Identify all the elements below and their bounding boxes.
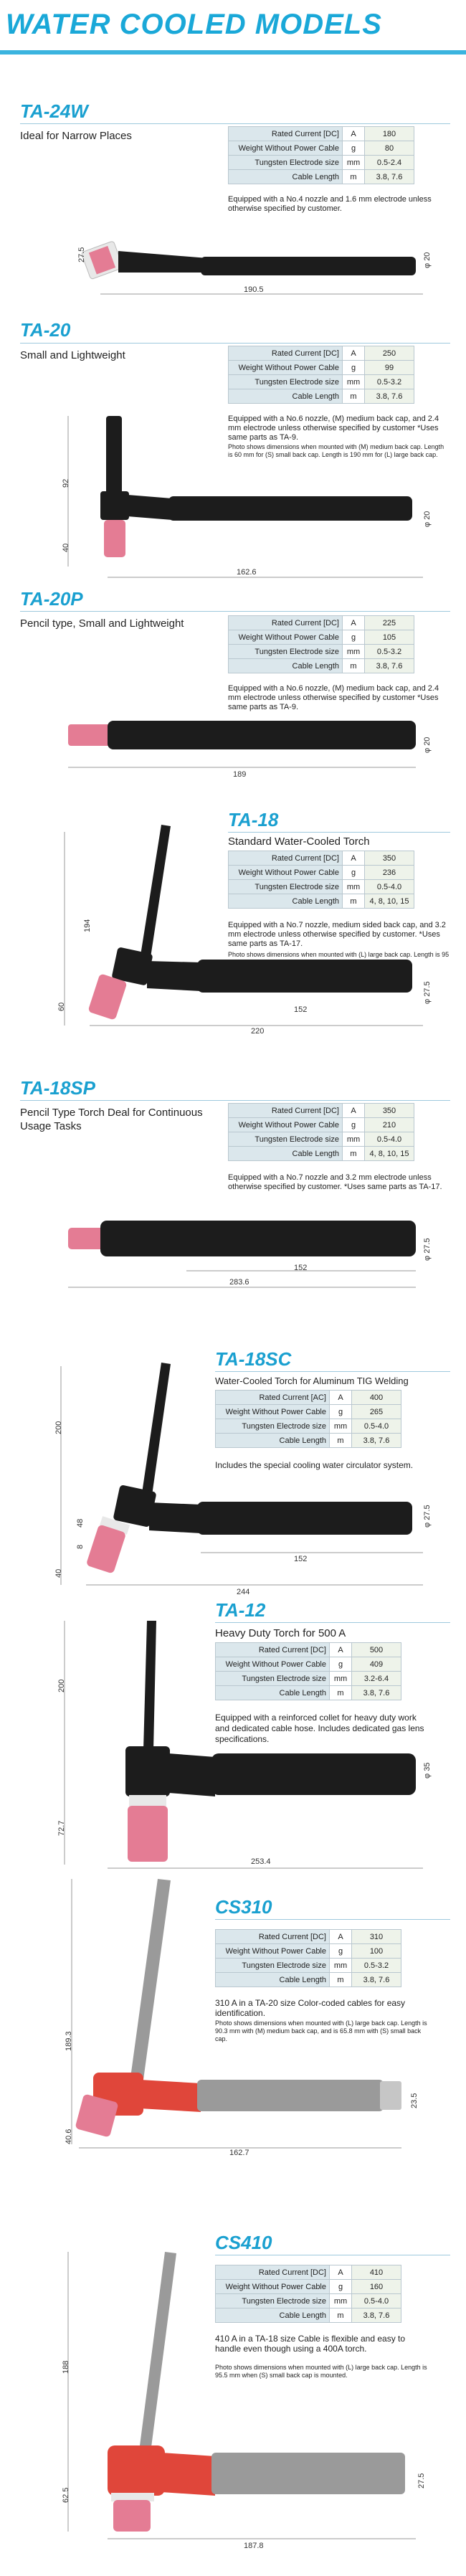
spec-table	[228, 615, 414, 673]
spec-unit: g	[343, 630, 365, 645]
divider	[20, 343, 450, 344]
spec-label: Cable Length	[216, 1434, 330, 1448]
dimension-label: 152	[294, 1555, 308, 1563]
spec-value: 3.8, 7.6	[365, 659, 414, 673]
title-rule	[0, 50, 466, 55]
model-note: Equipped with a No.6 nozzle, (M) medium back cap, and 2.4 mm electrode unless otherwise specified by customer *Uses same parts as TA-9.	[228, 684, 439, 711]
spec-label: Cable Length	[229, 170, 343, 184]
dimension-label: φ 20	[423, 252, 432, 268]
model-note-small: Photo shows dimensions when mounted with (L) large back cap. Length is 90.3 mm with (M) medium back cap, and is 65.8 mm with (S) small back cap.	[215, 2019, 427, 2042]
spec-value: 250	[365, 346, 414, 361]
spec-value: 0.5-4.0	[352, 2294, 401, 2309]
dimension-label: 152	[294, 1264, 308, 1272]
spec-label: Rated Current [DC]	[229, 346, 343, 361]
dimension-label: 200	[57, 1679, 66, 1692]
spec-value: 210	[365, 1118, 414, 1132]
model-subtitle: Small and Lightweight	[20, 349, 125, 361]
model-note-small: Photo shows dimensions when mounted with (L) large back cap. Length is 95	[228, 951, 450, 958]
model-note-small: Photo shows dimensions when mounted with (L) large back cap. Length is 95.5 mm when (S) small back cap is mounted.	[215, 2364, 427, 2379]
spec-label: Tungsten Electrode size	[229, 880, 343, 894]
spec-value: 0.5-3.2	[365, 375, 414, 389]
dimension-label: φ 20	[423, 737, 432, 753]
spec-unit: A	[330, 1391, 352, 1405]
dimension-label: 283.6	[229, 1278, 249, 1287]
spec-value: 80	[365, 141, 414, 156]
spec-unit: mm	[343, 156, 365, 170]
model-subtitle: Standard Water-Cooled Torch	[228, 835, 370, 848]
spec-value: 0.5-4.0	[365, 1132, 414, 1147]
model-subtitle: Pencil type, Small and Lightweight	[20, 617, 184, 630]
spec-label: Tungsten Electrode size	[229, 645, 343, 659]
model-subtitle: Ideal for Narrow Places	[20, 130, 132, 142]
spec-value: 0.5-3.2	[352, 1959, 401, 1973]
spec-value: 3.8, 7.6	[352, 2309, 401, 2323]
spec-label: Tungsten Electrode size	[216, 1959, 330, 1973]
dimension-label: 40	[62, 543, 70, 552]
model-subtitle: Pencil Type Torch Deal for Continuous Usage Tasks	[20, 1107, 203, 1132]
spec-unit: mm	[343, 1132, 365, 1147]
dimension-label: 162.7	[229, 2149, 249, 2157]
model-name: TA-20P	[20, 588, 83, 610]
spec-label: Weight Without Power Cable	[216, 1944, 330, 1959]
spec-unit: g	[343, 361, 365, 375]
spec-unit: g	[343, 1118, 365, 1132]
spec-label: Weight Without Power Cable	[229, 1118, 343, 1132]
spec-value: 3.8, 7.6	[365, 389, 414, 404]
dimension-label: 253.4	[251, 1857, 271, 1866]
model-subtitle: Water-Cooled Torch for Aluminum TIG Welding	[215, 1375, 409, 1386]
model-note: 310 A in a TA-20 size Color-coded cables for easy identification.	[215, 1998, 406, 2018]
spec-value: 265	[352, 1405, 401, 1419]
spec-label: Rated Current [DC]	[216, 1930, 330, 1944]
torch-illustration	[0, 810, 466, 1040]
spec-label: Cable Length	[229, 389, 343, 404]
spec-unit: m	[343, 389, 365, 404]
dimension-label: 200	[54, 1421, 63, 1434]
spec-label: Weight Without Power Cable	[216, 2280, 330, 2294]
spec-label: Rated Current [DC]	[229, 127, 343, 141]
spec-value: 0.5-4.0	[365, 880, 414, 894]
torch-illustration	[0, 2238, 466, 2553]
spec-unit: A	[330, 1930, 352, 1944]
spec-unit: g	[330, 1944, 352, 1959]
spec-unit: m	[330, 1973, 352, 1987]
spec-value: 400	[352, 1391, 401, 1405]
spec-value: 4, 8, 10, 15	[365, 894, 414, 909]
spec-unit: m	[330, 2309, 352, 2323]
spec-unit: m	[330, 1434, 352, 1448]
spec-unit: g	[343, 866, 365, 880]
spec-unit: g	[343, 141, 365, 156]
dimension-label: 162.6	[237, 568, 257, 577]
spec-value: 500	[352, 1643, 401, 1657]
divider	[20, 123, 450, 124]
spec-value: 100	[352, 1944, 401, 1959]
spec-unit: mm	[330, 1959, 352, 1973]
spec-label: Tungsten Electrode size	[229, 1132, 343, 1147]
dimension-label: φ 27.5	[423, 981, 432, 1004]
model-note: Equipped with a No.4 nozzle and 1.6 mm electrode unless otherwise specified by customer.	[228, 195, 432, 213]
torch-illustration	[0, 1599, 466, 1886]
torch-illustration	[0, 1865, 466, 2166]
model-name: CS410	[215, 2232, 272, 2253]
model-name: TA-18SP	[20, 1077, 95, 1099]
spec-value: 160	[352, 2280, 401, 2294]
dimension-label: 187.8	[244, 2542, 264, 2550]
spec-unit: m	[343, 659, 365, 673]
model-name: TA-20	[20, 319, 71, 341]
spec-label: Rated Current [DC]	[229, 851, 343, 866]
dimension-label: φ 35	[423, 1762, 432, 1779]
spec-label: Weight Without Power Cable	[229, 141, 343, 156]
spec-label: Cable Length	[216, 2309, 330, 2323]
dimension-label: 189	[233, 770, 247, 779]
spec-unit: g	[330, 1405, 352, 1419]
model-name: CS310	[215, 1896, 272, 1918]
spec-label: Cable Length	[229, 894, 343, 909]
spec-label: Cable Length	[216, 1686, 330, 1700]
dimension-label: 190.5	[244, 285, 264, 294]
dimension-label: 152	[294, 1005, 308, 1014]
spec-value: 350	[365, 1104, 414, 1118]
spec-unit: A	[343, 127, 365, 141]
spec-unit: mm	[330, 2294, 352, 2309]
spec-unit: A	[343, 1104, 365, 1118]
spec-unit: m	[343, 894, 365, 909]
spec-unit: mm	[343, 880, 365, 894]
model-name: TA-24W	[20, 100, 88, 122]
spec-unit: mm	[330, 1419, 352, 1434]
spec-unit: m	[343, 1147, 365, 1161]
dimension-label: 92	[62, 478, 70, 488]
spec-value: 310	[352, 1930, 401, 1944]
dimension-label: 188	[62, 2360, 70, 2374]
spec-value: 0.5-4.0	[352, 1419, 401, 1434]
spec-unit: g	[330, 1657, 352, 1672]
spec-value: 409	[352, 1657, 401, 1672]
dimension-label: 23.5	[410, 2093, 419, 2108]
spec-label: Cable Length	[229, 659, 343, 673]
spec-value: 4, 8, 10, 15	[365, 1147, 414, 1161]
model-subtitle: Heavy Duty Torch for 500 A	[215, 1627, 346, 1639]
dimension-label: 244	[237, 1588, 250, 1596]
spec-label: Cable Length	[216, 1973, 330, 1987]
spec-value: 236	[365, 866, 414, 880]
dimension-label: 60	[57, 1002, 66, 1011]
spec-value: 99	[365, 361, 414, 375]
spec-unit: m	[343, 170, 365, 184]
spec-value: 3.8, 7.6	[365, 170, 414, 184]
spec-unit: mm	[343, 645, 365, 659]
dimension-label: 48	[76, 1518, 85, 1528]
spec-value: 0.5-2.4	[365, 156, 414, 170]
spec-label: Cable Length	[229, 1147, 343, 1161]
dimension-label: 40.6	[65, 2128, 73, 2144]
spec-value: 3.8, 7.6	[352, 1973, 401, 1987]
model-note: Equipped with a No.7 nozzle, medium sided back cap, and 3.2 mm electrode unless otherwise specified by customer. *Uses same parts as TA-17.	[228, 921, 446, 948]
spec-unit: mm	[343, 375, 365, 389]
spec-value: 3.8, 7.6	[352, 1434, 401, 1448]
spec-label: Tungsten Electrode size	[216, 1672, 330, 1686]
dimension-label: 40	[54, 1568, 63, 1578]
spec-label: Rated Current [DC]	[216, 2265, 330, 2280]
model-name: TA-12	[215, 1599, 266, 1621]
spec-unit: A	[343, 851, 365, 866]
spec-label: Rated Current [DC]	[229, 616, 343, 630]
dimension-label: 189.3	[65, 2031, 73, 2051]
model-note-small: Photo shows dimensions when mounted with (M) medium back cap. Length is 60 mm for (S) small back cap. Length is 190 mm for (L) large back cap.	[228, 443, 444, 458]
spec-unit: A	[343, 616, 365, 630]
torch-illustration	[0, 1348, 466, 1606]
dimension-label: φ 27.5	[423, 1505, 432, 1528]
torch-illustration	[0, 402, 466, 588]
spec-label: Rated Current [DC]	[229, 1104, 343, 1118]
spec-label: Weight Without Power Cable	[216, 1405, 330, 1419]
dimension-label: 27.5	[77, 247, 86, 262]
spec-label: Tungsten Electrode size	[216, 2294, 330, 2309]
dimension-label: 220	[251, 1027, 265, 1036]
spec-value: 0.5-3.2	[365, 645, 414, 659]
spec-table	[228, 126, 414, 184]
spec-label: Rated Current [AC]	[216, 1391, 330, 1405]
spec-unit: mm	[330, 1672, 352, 1686]
torch-illustration	[0, 215, 466, 316]
spec-label: Weight Without Power Cable	[229, 866, 343, 880]
spec-table	[228, 346, 414, 404]
dimension-label: φ 27.5	[423, 1238, 432, 1261]
model-note: Equipped with a No.6 nozzle, (M) medium back cap, and 2.4 mm electrode unless otherwise specified by customer *Uses same parts as TA-9.	[228, 415, 439, 442]
model-name: TA-18	[228, 809, 279, 830]
dimension-label: 72.7	[57, 1820, 66, 1836]
spec-value: 3.8, 7.6	[352, 1686, 401, 1700]
spec-unit: g	[330, 2280, 352, 2294]
dimension-label: 8	[76, 1544, 85, 1549]
model-note: Equipped with a No.7 nozzle and 3.2 mm electrode unless otherwise specified by customer. *Uses same parts as TA-17.	[228, 1173, 442, 1191]
model-note: 410 A in a TA-18 size Cable is flexible and easy to handle even though using a 400A torch.	[215, 2334, 406, 2354]
dimension-label: 194	[83, 919, 92, 932]
spec-value: 225	[365, 616, 414, 630]
spec-label: Weight Without Power Cable	[229, 361, 343, 375]
spec-label: Weight Without Power Cable	[229, 630, 343, 645]
spec-value: 105	[365, 630, 414, 645]
page-title: WATER COOLED MODELS	[6, 9, 382, 40]
spec-table	[228, 1103, 414, 1161]
spec-value: 3.2-6.4	[352, 1672, 401, 1686]
spec-label: Tungsten Electrode size	[229, 375, 343, 389]
spec-value: 410	[352, 2265, 401, 2280]
spec-label: Tungsten Electrode size	[216, 1419, 330, 1434]
dimension-label: 62.5	[62, 2487, 70, 2503]
model-note: Includes the special cooling water circulator system.	[215, 1460, 414, 1470]
spec-unit: A	[330, 2265, 352, 2280]
spec-value: 180	[365, 127, 414, 141]
spec-label: Rated Current [DC]	[216, 1643, 330, 1657]
spec-unit: m	[330, 1686, 352, 1700]
divider	[20, 611, 450, 612]
spec-value: 350	[365, 851, 414, 866]
model-name: TA-18SC	[215, 1348, 292, 1370]
spec-label: Weight Without Power Cable	[216, 1657, 330, 1672]
spec-label: Tungsten Electrode size	[229, 156, 343, 170]
divider	[20, 1100, 450, 1101]
dimension-label: φ 20	[423, 511, 432, 527]
dimension-label: 27.5	[417, 2473, 426, 2489]
spec-unit: A	[330, 1643, 352, 1657]
spec-unit: A	[343, 346, 365, 361]
model-note: Equipped with a reinforced collet for heavy duty work and dedicated cable hose. Includes dedicated gas lens specifications.	[215, 1713, 424, 1744]
